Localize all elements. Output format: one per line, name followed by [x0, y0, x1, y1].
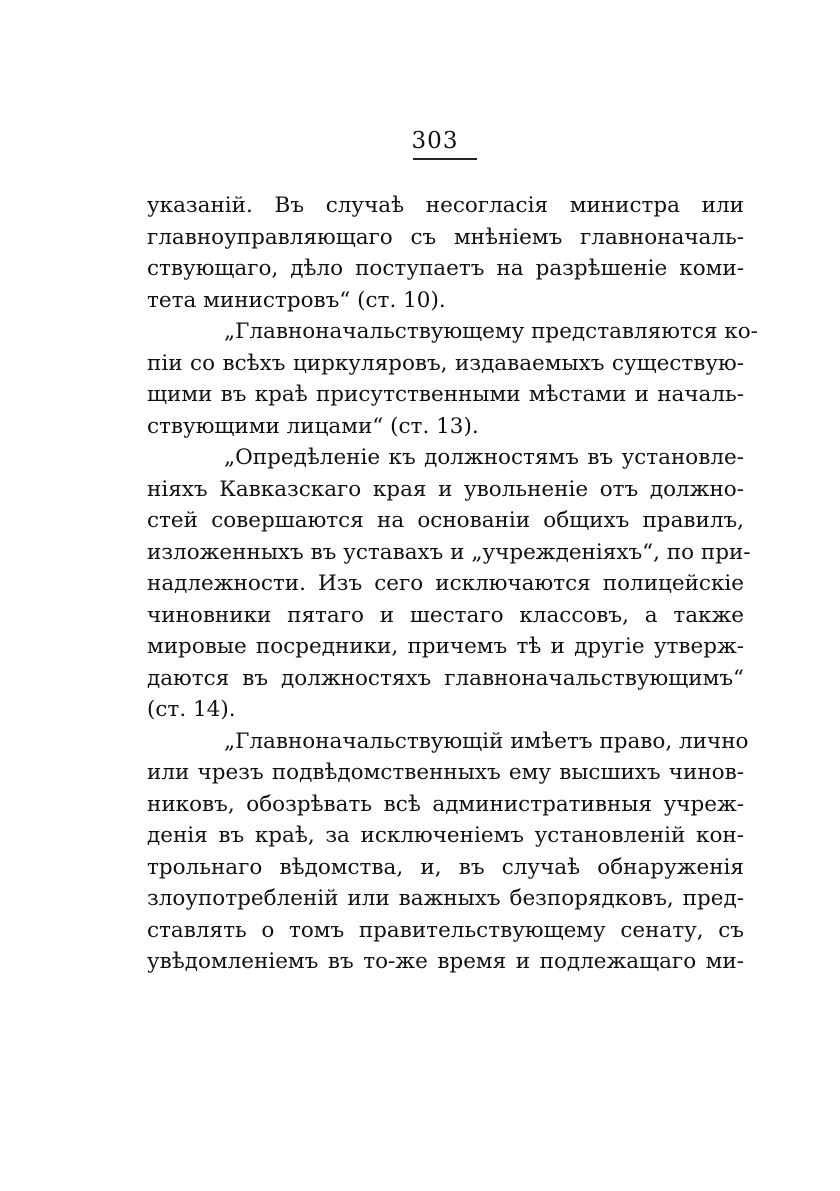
text-line: злоупотребленій или важныхъ безпорядковъ, пред- — [147, 886, 744, 911]
text-line: увѣдомленіемъ въ то-же время и подлежащаго ми- — [147, 949, 744, 974]
text-line: трольнаго вѣдомства, и, въ случаѣ обнаруженія — [147, 854, 744, 880]
text-line: стей совершаются на основаніи общихъ правилъ, — [147, 508, 744, 533]
text-line: или чрезъ подвѣдомственныхъ ему высшихъ чинов- — [147, 760, 744, 785]
text-line: „Главноначальствующій имѣетъ право, лично — [224, 728, 749, 754]
text-line: „Опредѣленіе къ должностямъ въ установле- — [224, 445, 744, 470]
paragraph — [147, 726, 749, 978]
page-number-rule — [413, 158, 477, 160]
paragraph — [147, 316, 758, 442]
paragraph — [147, 442, 751, 726]
text-line: ствующими лицами“ (ст. 13). — [147, 413, 479, 439]
text-line: ставлять о томъ правительствующему сенату, съ — [147, 917, 744, 943]
text-line: никовъ, обозрѣвать всѣ административныя учреж- — [147, 791, 744, 817]
body-text — [147, 190, 758, 978]
text-line: ствующаго, дѣло поступаетъ на разрѣшеніе коми- — [147, 256, 744, 281]
text-line: тета министровъ“ (ст. 10). — [147, 287, 446, 313]
text-line: піи со всѣхъ циркуляровъ, издаваемыхъ существую- — [147, 350, 744, 376]
text-line: даются въ должностяхъ главноначальствующимъ“ — [147, 665, 744, 691]
page-number: 303 — [411, 128, 459, 154]
text-line: изложенныхъ въ уставахъ и „учрежденіяхъ“, по при- — [147, 539, 751, 565]
text-line: главноуправляющаго съ мнѣніемъ главноначаль- — [147, 224, 744, 250]
text-line: надлежности. Изъ сего исключаются полицейскіе — [147, 571, 744, 596]
text-line: щими въ краѣ присутственными мѣстами и началь- — [147, 382, 744, 407]
text-line: мировые посредники, причемъ тѣ и другіе утверж- — [147, 634, 744, 659]
text-line: указаній. Въ случаѣ несогласія министра или — [147, 193, 744, 218]
text-line: чиновники пятаго и шестаго классовъ, а также — [147, 602, 744, 628]
text-line: „Главноначальствующему представляются ко- — [224, 319, 758, 344]
text-line: ніяхъ Кавказскаго края и увольненіе отъ должно- — [147, 476, 744, 502]
text-line: денія въ краѣ, за исключеніемъ установленій кон- — [147, 823, 744, 848]
paragraph — [147, 190, 744, 316]
text-line: (ст. 14). — [147, 697, 236, 722]
